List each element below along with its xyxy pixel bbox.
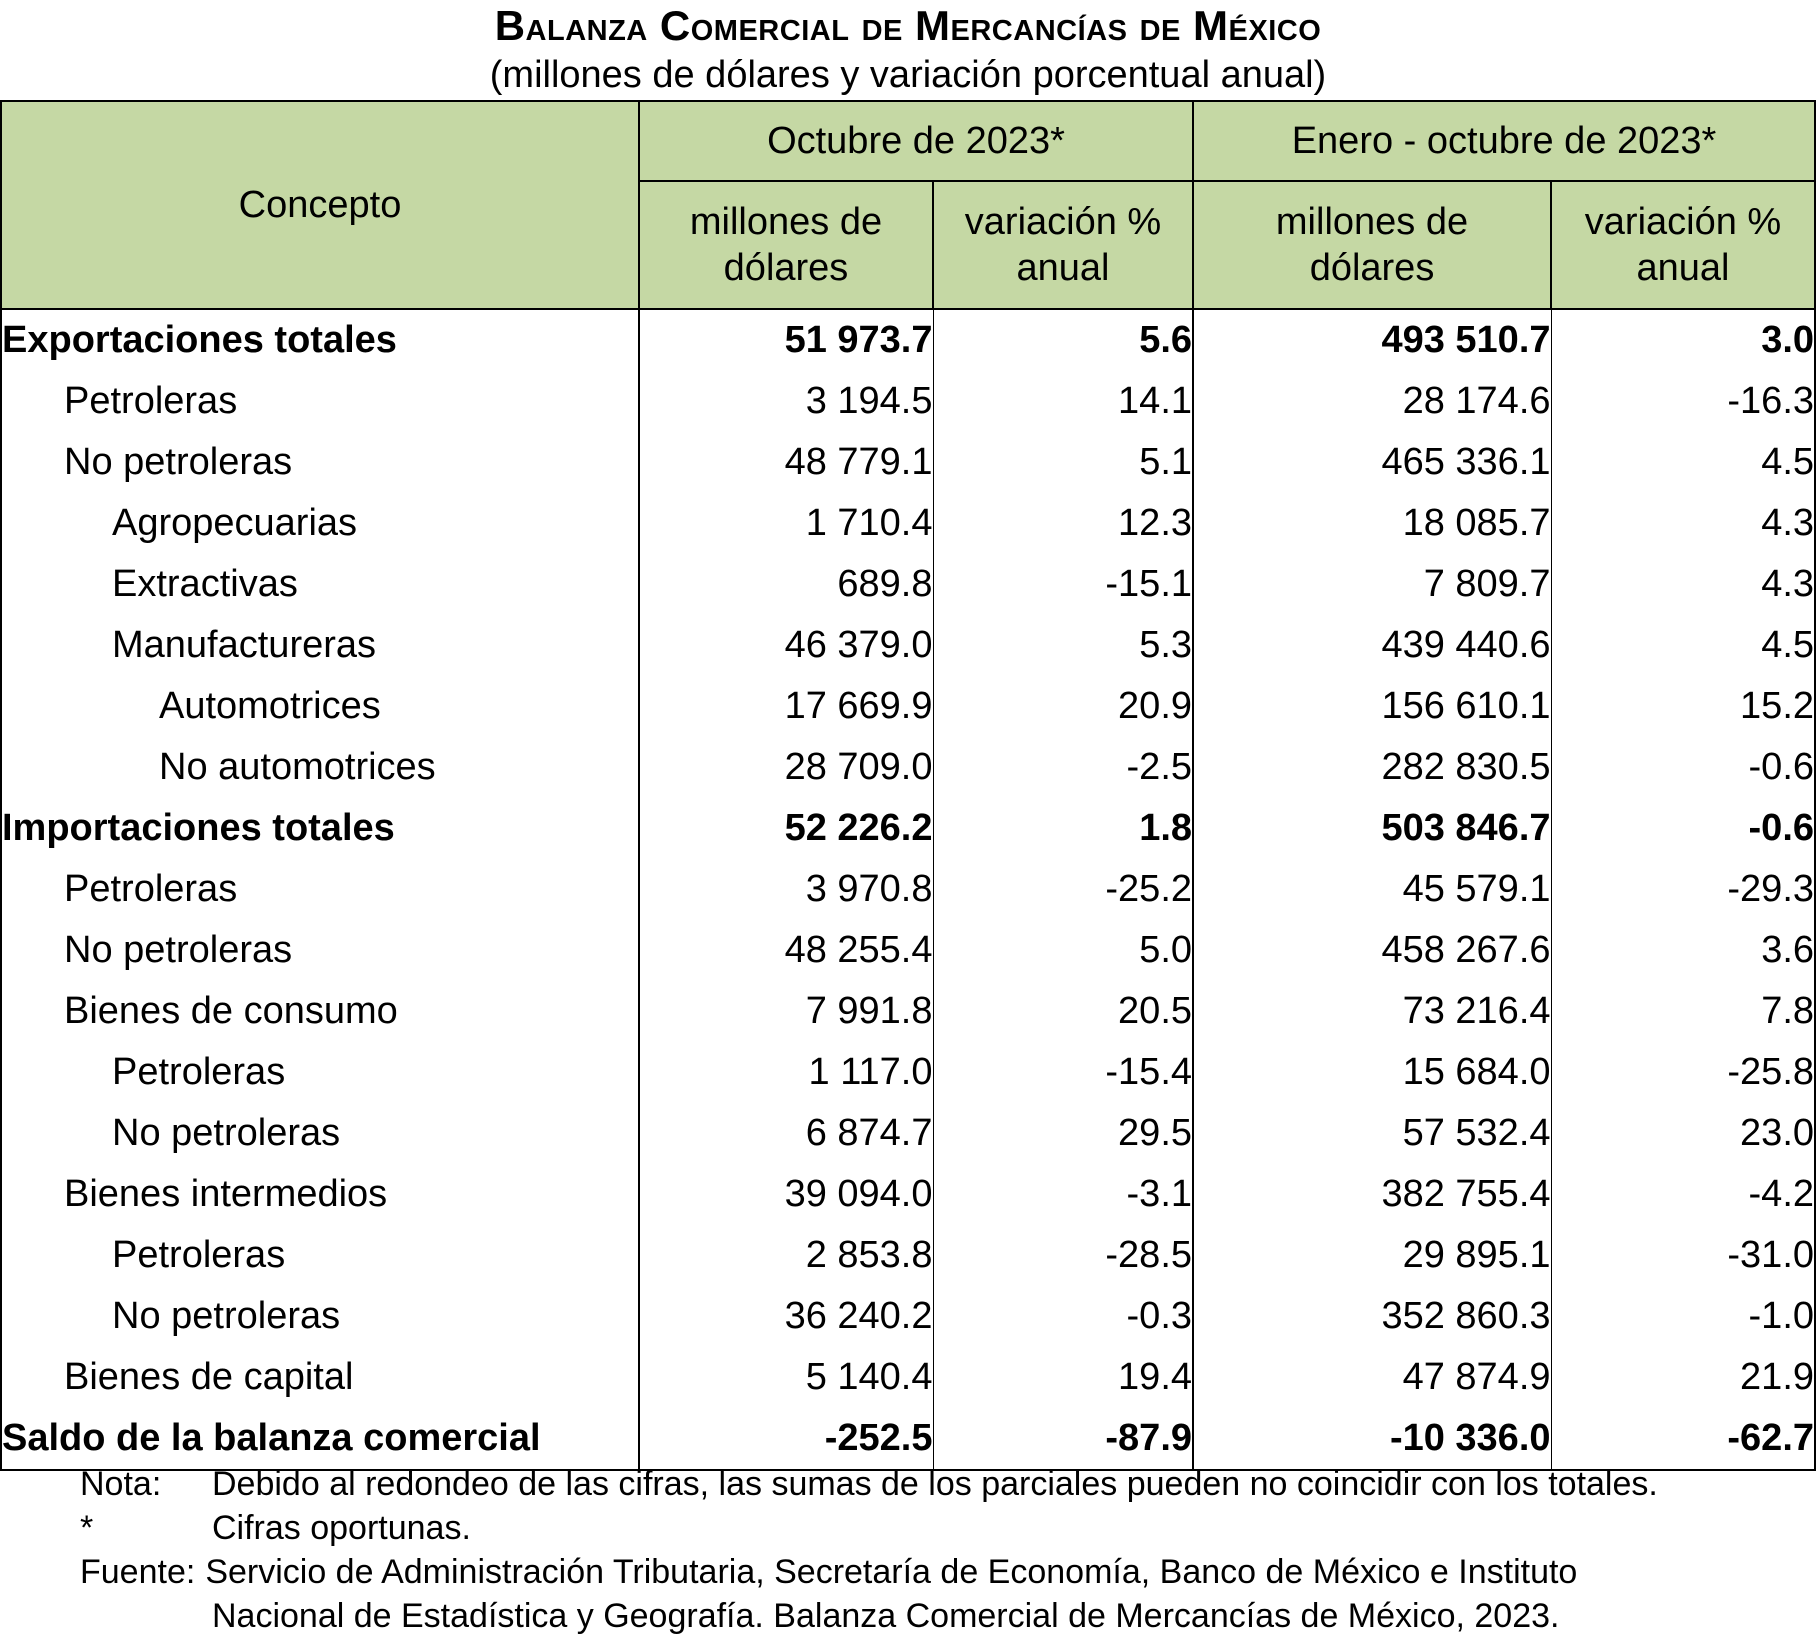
asterisk-text: Cifras oportunas. [212,1509,471,1547]
row-oct-variacion: -25.2 [933,859,1193,920]
table-row [1,1225,1815,1286]
row-ytd-variacion: 3.6 [1551,920,1815,981]
table-row [1,432,1815,493]
row-oct-variacion: -28.5 [933,1225,1193,1286]
table-row [1,1164,1815,1225]
row-ytd-millones: 15 684.0 [1193,1042,1551,1103]
row-oct-variacion: 5.0 [933,920,1193,981]
row-oct-millones: 1 710.4 [639,493,933,554]
asterisk-label: * [80,1509,94,1547]
row-oct-variacion: -0.3 [933,1286,1193,1347]
header-ytd-millones: millones de dólares [1193,181,1551,309]
row-oct-variacion: 1.8 [933,798,1193,859]
table-row [1,920,1815,981]
row-ytd-variacion: 4.3 [1551,554,1815,615]
row-oct-variacion: 20.5 [933,981,1193,1042]
table-row [1,309,1815,371]
page-title: Balanza Comercial de Mercancías de México [494,2,1322,49]
row-ytd-variacion: 7.8 [1551,981,1815,1042]
row-ytd-variacion: -29.3 [1551,859,1815,920]
row-concept: Petroleras [1,1042,639,1103]
row-concept: No petroleras [1,1103,639,1164]
row-oct-millones: 36 240.2 [639,1286,933,1347]
row-ytd-millones: 352 860.3 [1193,1286,1551,1347]
row-oct-variacion: -15.4 [933,1042,1193,1103]
row-ytd-millones: 28 174.6 [1193,371,1551,432]
row-oct-variacion: 14.1 [933,371,1193,432]
row-ytd-millones: 29 895.1 [1193,1225,1551,1286]
row-oct-variacion: 5.3 [933,615,1193,676]
table-row [1,676,1815,737]
row-ytd-variacion: 21.9 [1551,1347,1815,1408]
row-oct-millones: 7 991.8 [639,981,933,1042]
footnotes [0,1462,1816,1638]
row-ytd-variacion: -25.8 [1551,1042,1815,1103]
table-row [1,1042,1815,1103]
row-ytd-variacion: 3.0 [1551,309,1815,371]
source-text-line2: Nacional de Estadística y Geografía. Balanza Comercial de Mercancías de México, 2023. [212,1597,1560,1635]
row-concept: Automotrices [1,676,639,737]
row-oct-variacion: 20.9 [933,676,1193,737]
row-ytd-millones: 465 336.1 [1193,432,1551,493]
row-concept: Petroleras [1,1225,639,1286]
row-oct-millones: 1 117.0 [639,1042,933,1103]
row-concept: No automotrices [1,737,639,798]
row-oct-variacion: 29.5 [933,1103,1193,1164]
table-row [1,371,1815,432]
header-oct-variacion: variación % anual [933,181,1193,309]
row-concept: Petroleras [1,371,639,432]
table-row [1,1286,1815,1347]
row-ytd-variacion: 23.0 [1551,1103,1815,1164]
header-ytd-variacion: variación % anual [1551,181,1815,309]
row-ytd-millones: 45 579.1 [1193,859,1551,920]
row-ytd-millones: -10 336.0 [1193,1408,1551,1470]
trade-balance-table [0,100,1816,1471]
row-oct-millones: 3 194.5 [639,371,933,432]
note-rounding [0,1462,1816,1506]
row-oct-millones: -252.5 [639,1408,933,1470]
row-oct-variacion: -2.5 [933,737,1193,798]
row-concept: Exportaciones totales [1,309,639,371]
row-concept: Agropecuarias [1,493,639,554]
row-oct-millones: 39 094.0 [639,1164,933,1225]
row-oct-variacion: 12.3 [933,493,1193,554]
row-ytd-millones: 439 440.6 [1193,615,1551,676]
row-ytd-millones: 503 846.7 [1193,798,1551,859]
row-oct-millones: 48 255.4 [639,920,933,981]
row-ytd-variacion: -1.0 [1551,1286,1815,1347]
row-concept: Bienes de consumo [1,981,639,1042]
table-row [1,981,1815,1042]
row-ytd-millones: 156 610.1 [1193,676,1551,737]
row-oct-millones: 5 140.4 [639,1347,933,1408]
source-text-line1: Servicio de Administración Tributaria, Secretaría de Economía, Banco de México e Instituto [205,1553,1578,1591]
note-source [0,1550,1816,1594]
row-concept: Saldo de la balanza comercial [1,1408,639,1470]
row-ytd-millones: 493 510.7 [1193,309,1551,371]
row-ytd-millones: 7 809.7 [1193,554,1551,615]
row-oct-millones: 3 970.8 [639,859,933,920]
row-oct-millones: 46 379.0 [639,615,933,676]
row-ytd-millones: 73 216.4 [1193,981,1551,1042]
row-concept: Bienes intermedios [1,1164,639,1225]
table-body [1,309,1815,1470]
row-concept: No petroleras [1,1286,639,1347]
note-source-cont [0,1594,1816,1638]
row-ytd-millones: 57 532.4 [1193,1103,1551,1164]
row-ytd-variacion: 4.5 [1551,615,1815,676]
row-ytd-millones: 18 085.7 [1193,493,1551,554]
row-concept: Importaciones totales [1,798,639,859]
row-ytd-millones: 458 267.6 [1193,920,1551,981]
row-oct-variacion: 5.1 [933,432,1193,493]
row-ytd-variacion: -16.3 [1551,371,1815,432]
row-ytd-variacion: -4.2 [1551,1164,1815,1225]
header-oct-millones: millones de dólares [639,181,933,309]
row-ytd-millones: 382 755.4 [1193,1164,1551,1225]
table-row [1,554,1815,615]
row-oct-variacion: 19.4 [933,1347,1193,1408]
table-row [1,1347,1815,1408]
row-oct-millones: 6 874.7 [639,1103,933,1164]
row-ytd-millones: 282 830.5 [1193,737,1551,798]
row-concept: No petroleras [1,920,639,981]
row-oct-variacion: -3.1 [933,1164,1193,1225]
row-oct-millones: 48 779.1 [639,432,933,493]
table-row [1,493,1815,554]
row-oct-millones: 689.8 [639,554,933,615]
table-row [1,737,1815,798]
row-oct-millones: 17 669.9 [639,676,933,737]
row-ytd-variacion: -62.7 [1551,1408,1815,1470]
header-period-october: Octubre de 2023* [639,101,1193,181]
table-row [1,859,1815,920]
row-oct-millones: 51 973.7 [639,309,933,371]
row-ytd-variacion: 15.2 [1551,676,1815,737]
table-row [1,615,1815,676]
page-subtitle: (millones de dólares y variación porcentual anual) [489,54,1327,96]
header-period-ytd: Enero - octubre de 2023* [1193,101,1815,181]
row-ytd-millones: 47 874.9 [1193,1347,1551,1408]
table-row [1,1408,1815,1470]
note-label: Nota: [80,1465,162,1503]
row-oct-millones: 28 709.0 [639,737,933,798]
row-ytd-variacion: -31.0 [1551,1225,1815,1286]
row-concept: No petroleras [1,432,639,493]
row-concept: Petroleras [1,859,639,920]
note-preliminary [0,1506,1816,1550]
source-label: Fuente: [80,1553,196,1591]
row-ytd-variacion: 4.5 [1551,432,1815,493]
row-oct-variacion: -15.1 [933,554,1193,615]
table-row [1,1103,1815,1164]
row-oct-variacion: 5.6 [933,309,1193,371]
row-ytd-variacion: 4.3 [1551,493,1815,554]
row-concept: Bienes de capital [1,1347,639,1408]
row-concept: Manufactureras [1,615,639,676]
row-oct-millones: 52 226.2 [639,798,933,859]
header-concepto: Concepto [1,101,639,309]
row-oct-millones: 2 853.8 [639,1225,933,1286]
table-row [1,798,1815,859]
row-oct-variacion: -87.9 [933,1408,1193,1470]
note-text: Debido al redondeo de las cifras, las sumas de los parciales pueden no coincidir con los totales. [212,1465,1658,1503]
row-ytd-variacion: -0.6 [1551,798,1815,859]
row-concept: Extractivas [1,554,639,615]
row-ytd-variacion: -0.6 [1551,737,1815,798]
